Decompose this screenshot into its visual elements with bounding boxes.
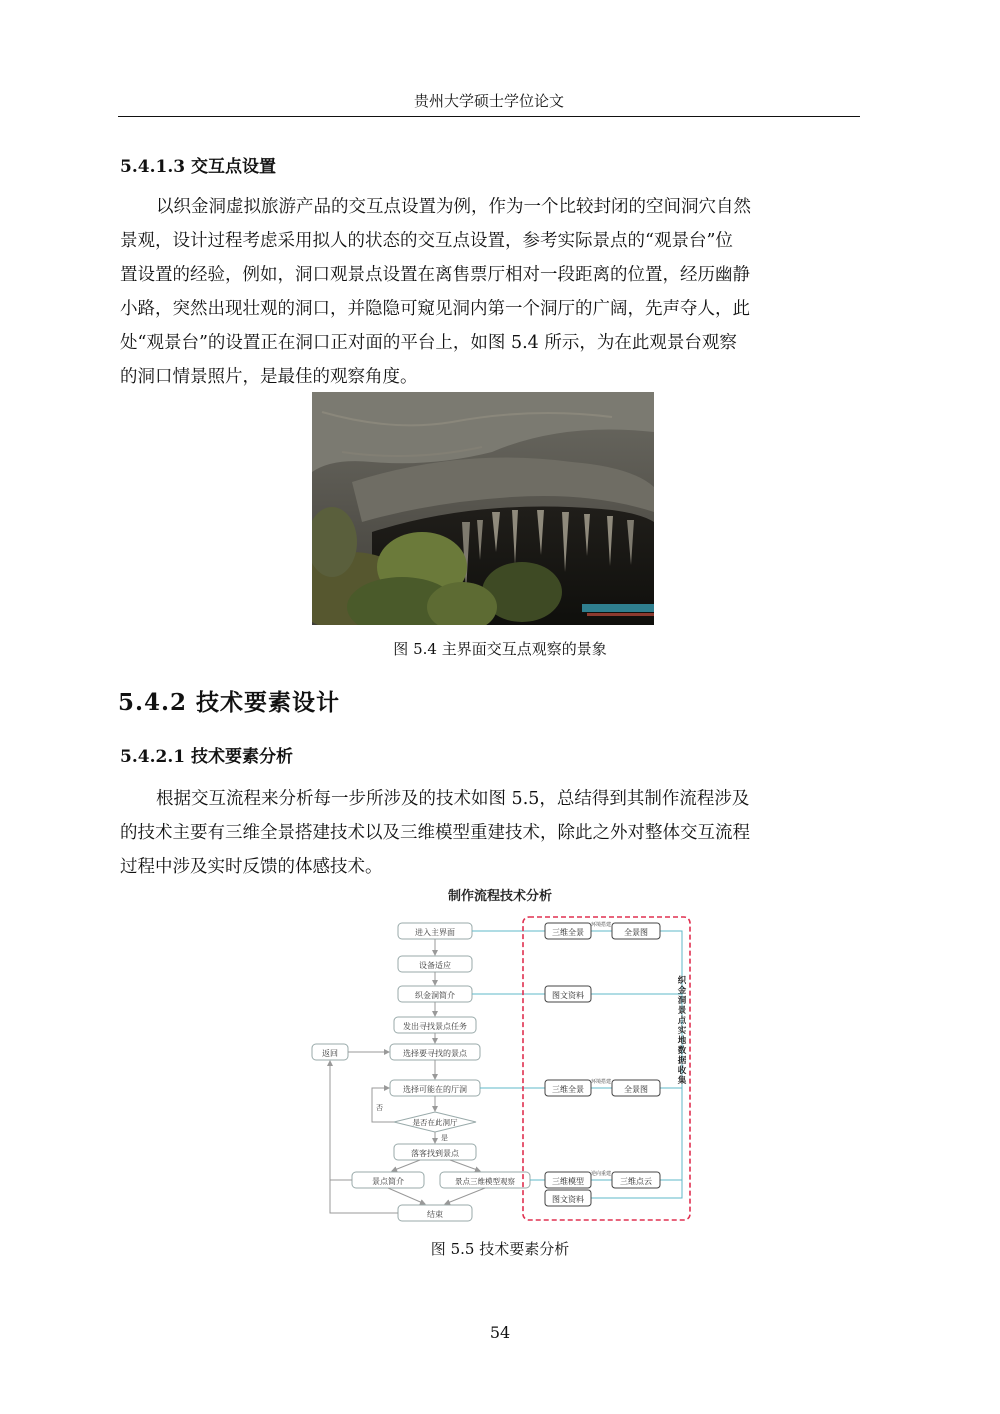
tech-box: 三维全景 (552, 1085, 584, 1094)
paragraph-line: 以织金洞虚拟旅游产品的交互点设置为例，作为一个比较封闭的空间洞穴自然 (156, 197, 751, 217)
side-label-char: 织 (677, 976, 687, 986)
tech-analysis-flowchart (310, 880, 700, 1225)
paragraph-interaction-points (120, 190, 860, 394)
paragraph-tech-analysis (120, 782, 860, 884)
side-label-char: 洞 (677, 996, 687, 1006)
paragraph-line: 景观，设计过程考虑采用拟人的状态的交互点设置，参考实际景点的“观景台”位 (120, 231, 733, 251)
paragraph-line: 过程中涉及实时反馈的体感技术。 (120, 857, 383, 877)
small-process-label: 环境搭建 (590, 1079, 612, 1085)
flow-step-task: 发出寻找景点任务 (403, 1022, 467, 1031)
small-process-label: 逆向重建 (590, 1171, 612, 1177)
flow-step-intro: 织金洞简介 (415, 991, 455, 1000)
paragraph-line: 的技术主要有三维全景搭建技术以及三维模型重建技术，除此之外对整体交互流程 (120, 823, 750, 843)
running-header: 贵州大学硕士学位论文 (413, 92, 564, 110)
flow-step-device: 设备适应 (419, 961, 451, 970)
tech-box: 图文资料 (552, 1195, 584, 1204)
tech-box: 图文资料 (552, 991, 584, 1000)
flow-step-end: 结束 (427, 1210, 443, 1219)
side-label-char: 实 (677, 1026, 687, 1036)
flow-back-box: 返回 (322, 1049, 338, 1058)
section-heading-542: 5.4.2 技术要素设计 (118, 689, 341, 716)
header-rule (118, 116, 860, 117)
paragraph-line: 小路，突然出现壮观的洞口，并隐隐可窥见洞内第一个洞厅的广阔，先声夺人，此 (120, 299, 750, 319)
flow-step-found-spot: 落客找到景点 (411, 1149, 459, 1158)
flowchart-title: 制作流程技术分析 (447, 889, 553, 904)
flow-step-select-hall: 选择可能在的厅洞 (403, 1085, 467, 1094)
flow-decision-in-hall: 是否在此洞厅 (412, 1118, 458, 1127)
figure-5-5-caption: 图 5.5 技术要素分析 (430, 1240, 570, 1258)
side-label-char: 数 (677, 1046, 687, 1056)
page-number: 54 (489, 1323, 511, 1342)
flow-yes-label: 是 (441, 1134, 448, 1142)
side-label-char: 金 (677, 986, 687, 996)
flow-step-spot-intro: 景点简介 (372, 1177, 404, 1186)
figure-5-4-caption: 图 5.4 主界面交互点观察的景象 (393, 640, 607, 658)
tech-box: 三维全景 (552, 928, 584, 937)
side-label-char: 据 (677, 1056, 687, 1066)
side-label-char: 景 (677, 1006, 687, 1016)
flow-step-3d-model: 景点三维模型观察 (455, 1177, 515, 1186)
side-label-char: 收 (677, 1066, 687, 1076)
small-process-label: 环境搭建 (590, 922, 612, 928)
paragraph-line: 的洞口情景照片，是最佳的观察角度。 (120, 367, 418, 387)
flow-step-enter-main: 进入主界面 (415, 928, 455, 937)
tech-box: 全景图 (624, 1085, 648, 1094)
side-label-char: 点 (677, 1016, 687, 1026)
subsection-heading-5421: 5.4.2.1 技术要素分析 (120, 747, 293, 767)
subsection-heading-5413: 5.4.1.3 交互点设置 (120, 157, 276, 177)
tech-box: 三维模型 (552, 1177, 584, 1186)
tech-box: 全景图 (624, 928, 648, 937)
side-label-char: 集 (677, 1076, 687, 1086)
side-label-char: 地 (677, 1036, 687, 1046)
flow-no-label: 否 (376, 1104, 383, 1112)
paragraph-line: 置设置的经验，例如，洞口观景点设置在离售票厅相对一段距离的位置，经历幽静 (120, 265, 750, 285)
paragraph-line: 根据交互流程来分析每一步所涉及的技术如图 5.5，总结得到其制作流程涉及 (156, 789, 750, 809)
tech-box: 三维点云 (620, 1177, 652, 1186)
paragraph-line: 处“观景台”的设置正在洞口正对面的平台上，如图 5.4 所示，为在此观景台观察 (120, 333, 737, 353)
cave-entrance-photo (312, 392, 654, 625)
flow-step-select-spot: 选择要寻找的景点 (403, 1049, 467, 1058)
